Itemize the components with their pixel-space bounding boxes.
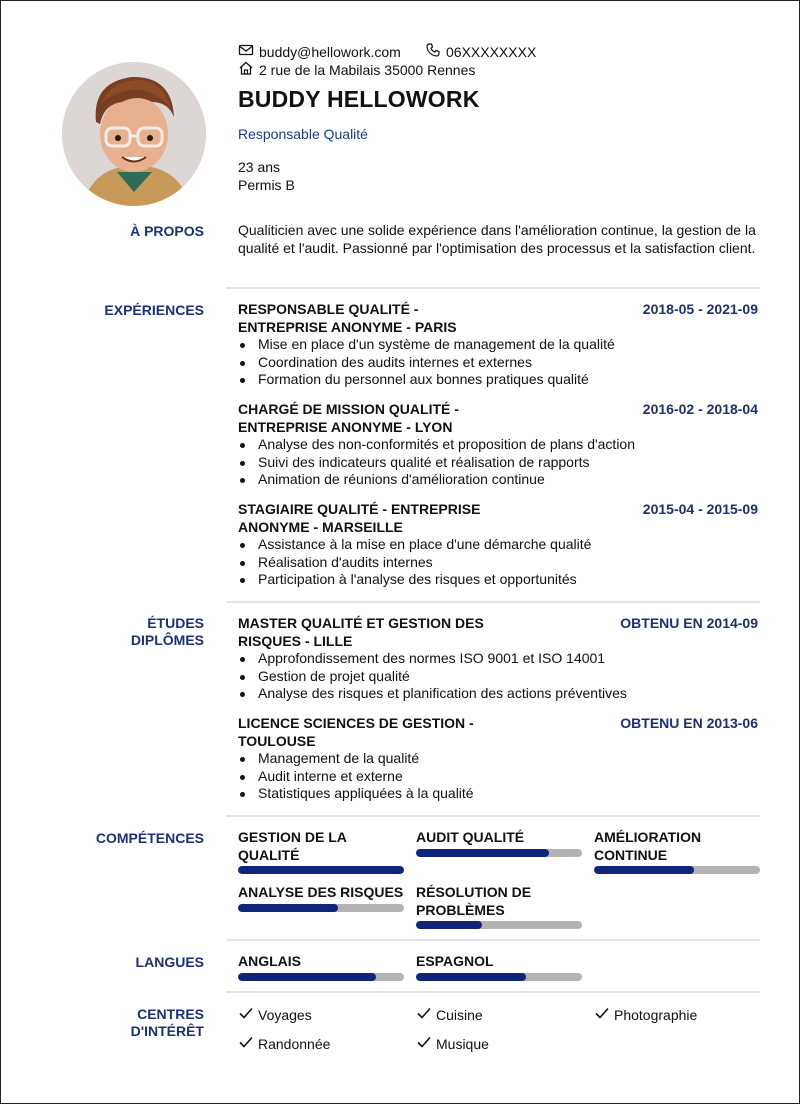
contact-address [238,60,475,79]
experience-date: 2016-02 - 2018-04 [642,401,758,417]
skill-level-fill [238,904,338,912]
check-icon [238,1034,254,1053]
list-item: Animation de réunions d'amélioration continue [238,471,635,489]
avatar [62,62,206,206]
language-name: ESPAGNOL [416,953,494,969]
interest-label: Randonnée [258,1035,331,1052]
avatar-illustration [62,62,206,206]
skill-level-fill [594,866,694,874]
experience-title: CHARGÉ DE MISSION QUALITÉ - ENTREPRISE ANONYME - LYON [238,401,459,435]
phone-icon [425,42,441,61]
skill-level-bar [594,866,760,874]
list-item: Coordination des audits internes et externes [238,354,615,372]
skill-name: RÉSOLUTION DE PROBLÈMES [416,884,532,918]
skill-item [238,884,404,912]
language-level-bar [238,973,404,981]
list-item: Audit interne et externe [238,768,474,786]
about-text: Qualiticien avec une solide expérience dans l'amélioration continue, la gestion de la qualité et l'audit. Passionné par l'optimisation des processus et la satisfaction client. [238,222,756,256]
check-icon [416,1005,432,1024]
skill-item [416,829,582,857]
skill-name: AUDIT QUALITÉ [416,829,525,845]
list-item: Statistiques appliquées à la qualité [238,785,474,803]
interest-label: Voyages [258,1006,312,1023]
interest-item [416,1005,483,1024]
candidate-name: BUDDY HELLOWORK [238,86,480,112]
divider [226,601,760,603]
experience-title: RESPONSABLE QUALITÉ - ENTREPRISE ANONYME - PARIS [238,301,457,335]
interest-item [238,1005,312,1024]
interest-label: Musique [436,1035,489,1052]
divider [226,939,760,941]
skill-level-bar [416,921,582,929]
list-item: Management de la qualité [238,750,474,768]
skill-item [238,829,404,874]
list-item: Analyse des risques et planification des actions préventives [238,685,627,703]
education-title: MASTER QUALITÉ ET GESTION DES RISQUES - LILLE [238,615,484,649]
language-level-fill [416,973,526,981]
contact-phone [425,42,536,61]
section-label-skills: COMPÉTENCES [95,830,204,846]
list-item: Réalisation d'audits internes [238,554,591,572]
email-text[interactable]: buddy@hellowork.com [259,43,401,60]
contact-email [238,42,401,61]
interest-item [416,1034,489,1053]
list-item: Mise en place d'un système de management de la qualité [238,336,615,354]
license-text: Permis B [238,177,295,193]
education-bullets [238,650,627,703]
section-label-about: À PROPOS [130,223,204,239]
list-item: Formation du personnel aux bonnes pratiques qualité [238,371,615,389]
list-item: Participation à l'analyse des risques et opportunités [238,571,591,589]
experience-bullets [238,336,615,389]
list-item: Assistance à la mise en place d'une démarche qualité [238,536,591,554]
language-item [238,953,404,981]
skill-name: ANALYSE DES RISQUES [238,884,404,900]
divider [226,287,760,289]
education-date: OBTENU EN 2013-06 [620,715,758,731]
education-bullets [238,750,474,803]
job-title: Responsable Qualité [238,126,368,142]
skill-item [416,884,582,929]
skill-level-fill [238,866,404,874]
section-label-education: ÉTUDES DIPLÔMES [130,615,204,648]
list-item: Analyse des non-conformités et proposition de plans d'action [238,436,635,454]
experience-date: 2018-05 - 2021-09 [642,301,758,317]
list-item: Approfondissement des normes ISO 9001 et ISO 14001 [238,650,627,668]
experience-date: 2015-04 - 2015-09 [642,501,758,517]
check-icon [594,1005,610,1024]
divider [226,815,760,817]
phone-text[interactable]: 06XXXXXXXX [446,43,537,60]
home-icon [238,60,254,79]
experience-title: STAGIAIRE QUALITÉ - ENTREPRISE ANONYME - MARSEILLE [238,501,481,535]
language-level-bar [416,973,582,981]
section-label-languages: LANGUES [135,954,204,970]
list-item: Suivi des indicateurs qualité et réalisation de rapports [238,454,635,472]
experience-bullets [238,436,635,489]
skill-level-bar [238,866,404,874]
age-text: 23 ans [238,159,281,175]
check-icon [416,1034,432,1053]
skill-item [594,829,760,874]
mail-icon [238,42,254,61]
address-text: 2 rue de la Mabilais 35000 Rennes [259,61,476,78]
list-item: Gestion de projet qualité [238,668,627,686]
skill-name: AMÉLIORATION CONTINUE [594,829,702,863]
skill-name: GESTION DE LA QUALITÉ [238,829,347,863]
interest-item [238,1034,330,1053]
interest-item [594,1005,697,1024]
section-label-interests: CENTRES D'INTÉRÊT [130,1006,204,1039]
skill-level-bar [416,849,582,857]
interest-label: Photographie [614,1006,698,1023]
interest-label: Cuisine [436,1006,483,1023]
education-title: LICENCE SCIENCES DE GESTION - TOULOUSE [238,715,474,749]
education-date: OBTENU EN 2014-09 [620,615,758,631]
language-name: ANGLAIS [238,953,301,969]
skill-level-fill [416,921,482,929]
divider [226,991,760,993]
section-label-experiences: EXPÉRIENCES [104,302,204,318]
skill-level-bar [238,904,404,912]
language-item [416,953,582,981]
language-level-fill [238,973,376,981]
check-icon [238,1005,254,1024]
skill-level-fill [416,849,549,857]
experience-bullets [238,536,591,589]
